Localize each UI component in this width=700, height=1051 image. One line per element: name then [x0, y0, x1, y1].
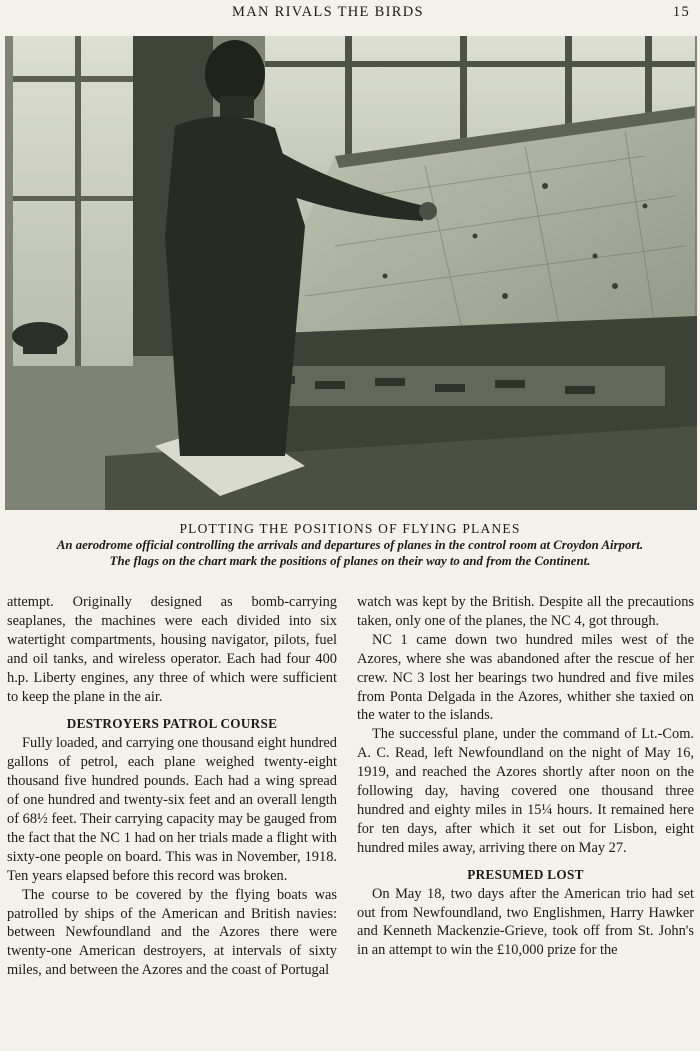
running-head [0, 2, 700, 22]
section-heading: DESTROYERS PATROL COURSE [66, 716, 278, 732]
paragraph: The successful plane, under the command of Lt.-Com. A. C. Read, left Newfoundland on the night of May 16, 1919, and reached the Azores shortly after noon on the following day, having covered one thousand three hundred and eighty miles in 15¼ hours. It remained here for ten days, after which it set out for Lisbon, eight hundred miles away, arriving there on May 27. [357, 726, 694, 856]
paragraph: On May 18, two days after the American trio had set out from Newfoundland, two Englishmen, Harry Hawker and Kenneth Mackenzie-Grieve, took off from St. John's in an attempt to win the £10,000 prize for the [357, 885, 694, 959]
caption-title: PLOTTING THE POSITIONS OF FLYING PLANES [179, 521, 521, 536]
control-room-photo [5, 36, 697, 510]
caption-line-1: An aerodrome official controlling the arrivals and departures of planes in the control room at Croydon Airport. [56, 538, 644, 552]
paragraph: NC 1 came down two hundred miles west of the Azores, where she was abandoned after the rescue of her crew. NC 3 lost her bearings two hundred and five miles from Ponta Delgada in the Azores, whither she taxied on the water to the islands. [357, 631, 694, 724]
paragraph: Fully loaded, and carrying one thousand eight hundred gallons of petrol, each plane weighed twenty-eight thousand five hundred pounds. Each had a wing spread of one hundred and twenty-six feet and an overall length of 68½ feet. Their carrying capacity may be gauged from the fact that the NC 1 had on her trials made a flight with sixty-one people on board. This was in November, 1918. Ten years elapsed before this record was broken. [7, 735, 337, 884]
right-column [357, 593, 694, 960]
paragraph: watch was kept by the British. Despite all the precautions taken, only one of the planes, the NC 4, got through. [357, 594, 694, 629]
running-title: MAN RIVALS THE BIRDS [232, 4, 424, 20]
page-number: 15 [672, 4, 690, 20]
section-heading: PRESUMED LOST [467, 866, 584, 882]
caption-line-2: The flags on the chart mark the positions of planes on their way to and from the Continent. [109, 554, 591, 568]
paragraph: attempt. Originally designed as bomb-carrying seaplanes, the machines were each divided into six watertight compartments, housing navigator, pilots, fuel and oil tanks, and wireless operator. Each had four 400 h.p. Liberty engines, any three of which were sufficient to keep the plane in the air. [7, 594, 337, 705]
left-column [7, 593, 337, 980]
paragraph: The course to be covered by the flying boats was patrolled by ships of the American and British navies: between Newfoundland and the Azores there were twenty-one American destroyers, at intervals of sixty miles, and between the Azores and the coast of Portugal [7, 886, 337, 979]
photo-illustration [5, 36, 697, 510]
